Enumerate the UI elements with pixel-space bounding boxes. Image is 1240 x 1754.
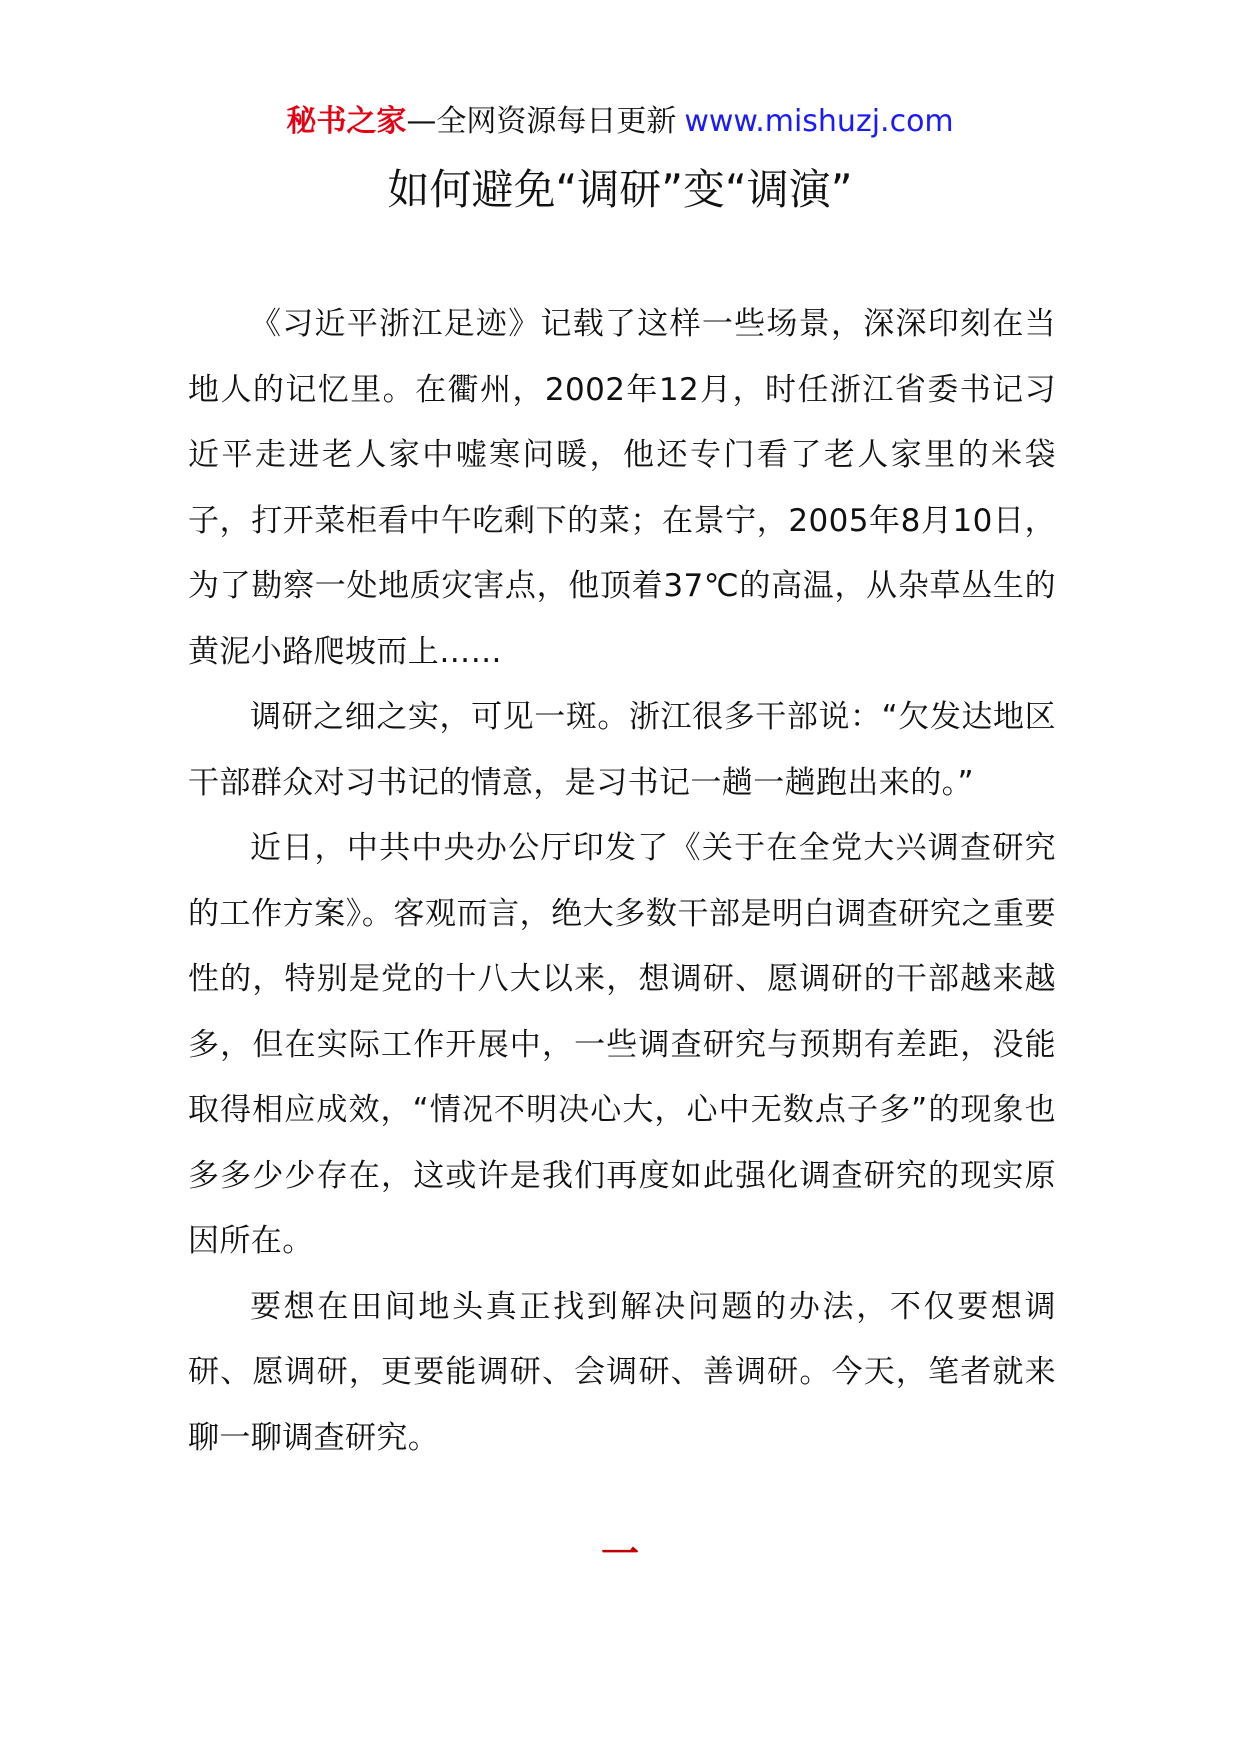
paragraph-4: 要想在田间地头真正找到解决问题的办法，不仅要想调研、愿调研，更要能调研、会调研、善调研。今天，笔者就来聊一聊调查研究。 xyxy=(188,1288,1056,1456)
site-header xyxy=(0,100,1240,144)
section-heading-number: 一 xyxy=(600,1532,639,1576)
brand-name: 秘书之家 xyxy=(286,104,407,139)
article-title: 如何避免“调研”变“调演” xyxy=(387,165,853,214)
article-body xyxy=(188,292,1056,1471)
site-url-link[interactable]: www.mishuzj.com xyxy=(684,104,954,139)
site-tagline: —全网资源每日更新 xyxy=(406,104,677,139)
paragraph-2: 调研之细之实，可见一斑。浙江很多干部说：“欠发达地区干部群众对习书记的情意，是习书记一趟一趟跑出来的。” xyxy=(188,699,1056,801)
paragraph-1: 《习近平浙江足迹》记载了这样一些场景，深深印刻在当地人的记忆里。在衢州，2002年12月，时任浙江省委书记习近平走进老人家中嘘寒问暖，他还专门看了老人家里的米袋子，打开菜柜看中午吃剩下的菜；在景宁，2005年8月10日，为了勘察一处地质灾害点，他顶着37℃的高温，从杂草丛生的黄泥小路爬坡而上…… xyxy=(188,306,1056,670)
paragraph-3: 近日，中共中央办公厅印发了《关于在全党大兴调查研究的工作方案》。客观而言，绝大多数干部是明白调查研究之重要性的，特别是党的十八大以来，想调研、愿调研的干部越来越多，但在实际工作开展中，一些调查研究与预期有差距，没能取得相应成效，“情况不明决心大，心中无数点子多”的现象也多多少少存在，这或许是我们再度如此强化调查研究的现实原因所在。 xyxy=(188,830,1056,1259)
